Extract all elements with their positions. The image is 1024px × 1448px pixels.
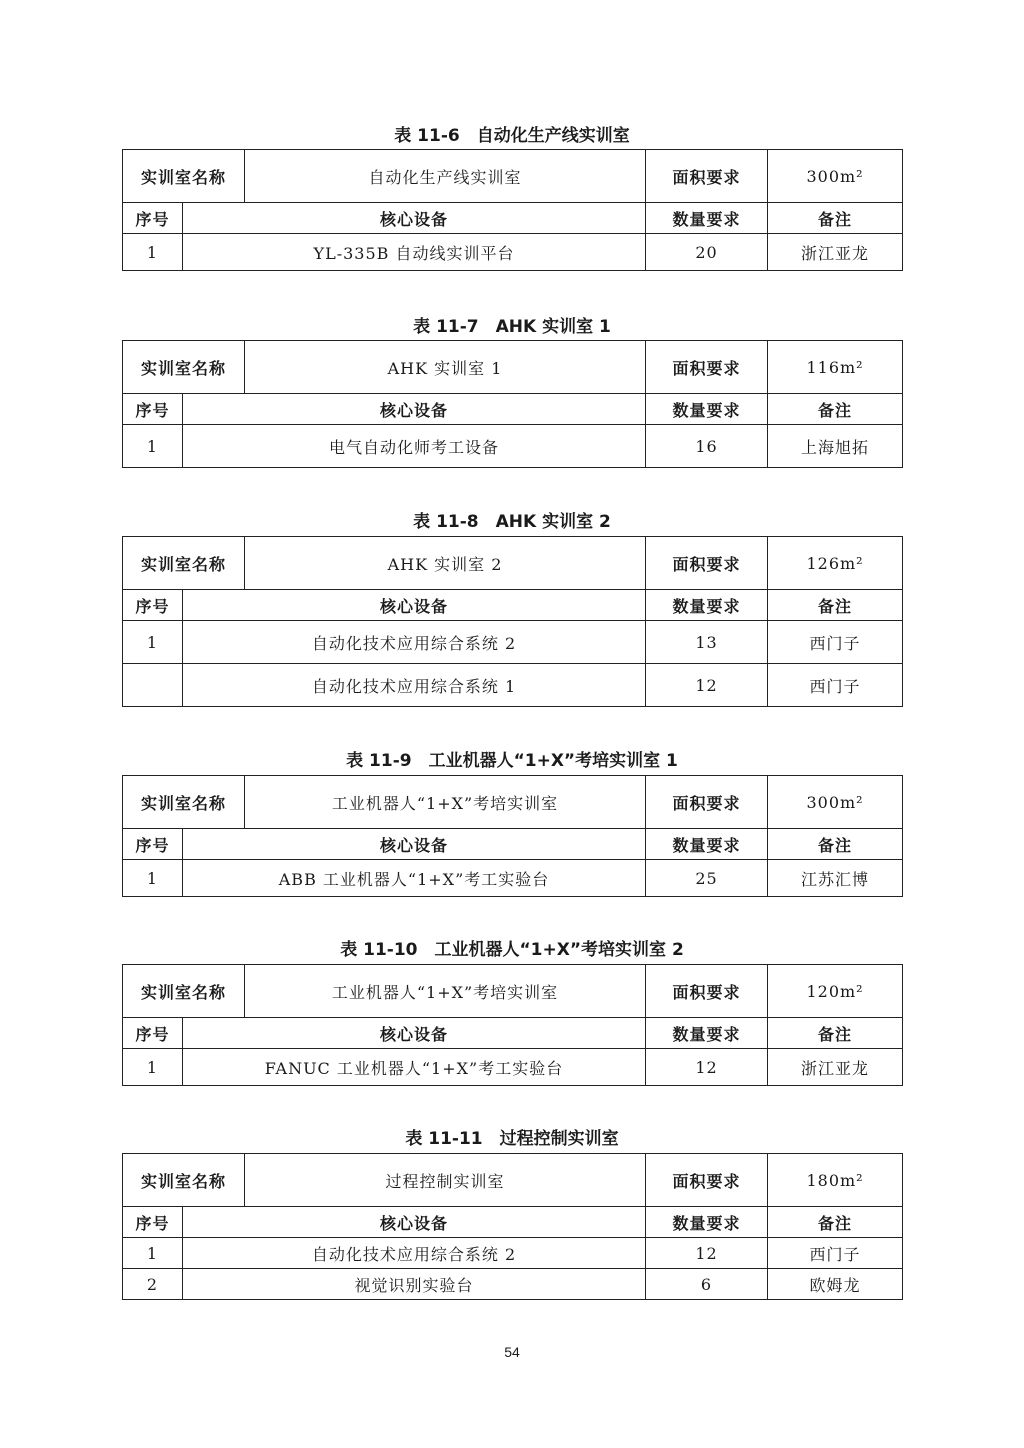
table-caption: 表 11-11 过程控制实训室 — [405, 1129, 619, 1149]
remark-cell: 浙江亚龙 — [768, 234, 903, 271]
equipment-table — [122, 149, 903, 271]
remark-cell: 西门子 — [768, 621, 903, 664]
equipment-cell: 自动化技术应用综合系统 2 — [183, 1238, 646, 1269]
equipment-cell: 自动化技术应用综合系统 2 — [183, 621, 646, 664]
seq-cell: 1 — [123, 860, 183, 897]
seq-cell — [123, 664, 183, 707]
equipment-cell: ABB 工业机器人“1+X”考工实验台 — [183, 860, 646, 897]
table-block-11-8 — [0, 508, 1024, 696]
seq-cell: 1 — [123, 425, 183, 468]
qty-cell: 16 — [646, 425, 768, 468]
qty-header: 数量要求 — [646, 1207, 768, 1238]
qty-header: 数量要求 — [646, 394, 768, 425]
room-name-label: 实训室名称 — [123, 1154, 245, 1207]
equipment-header: 核心设备 — [183, 590, 646, 621]
area-label: 面积要求 — [646, 965, 768, 1018]
column-header-row — [123, 1018, 903, 1049]
area-value: 120m² — [768, 965, 903, 1018]
seq-cell: 1 — [123, 621, 183, 664]
seq-cell: 1 — [123, 1238, 183, 1269]
column-header-row — [123, 829, 903, 860]
area-label: 面积要求 — [646, 1154, 768, 1207]
qty-cell: 12 — [646, 1049, 768, 1086]
column-header-row — [123, 394, 903, 425]
table-row — [123, 234, 903, 271]
area-label: 面积要求 — [646, 537, 768, 590]
remark-cell: 西门子 — [768, 1238, 903, 1269]
table-row — [123, 621, 903, 664]
table-block-11-11 — [0, 1125, 1024, 1295]
table-block-11-6 — [0, 122, 1024, 263]
table-caption: 表 11-7 AHK 实训室 1 — [413, 317, 611, 337]
area-value: 300m² — [768, 776, 903, 829]
table-row — [123, 1269, 903, 1300]
equipment-header: 核心设备 — [183, 1207, 646, 1238]
equipment-header: 核心设备 — [183, 203, 646, 234]
table-caption: 表 11-6 自动化生产线实训室 — [394, 126, 630, 146]
remark-header: 备注 — [768, 590, 903, 621]
table-block-11-10 — [0, 936, 1024, 1078]
table-row — [123, 1238, 903, 1269]
area-label: 面积要求 — [646, 341, 768, 394]
area-value: 126m² — [768, 537, 903, 590]
room-name-label: 实训室名称 — [123, 537, 245, 590]
equipment-cell: 自动化技术应用综合系统 1 — [183, 664, 646, 707]
qty-cell: 6 — [646, 1269, 768, 1300]
table-caption: 表 11-8 AHK 实训室 2 — [413, 512, 611, 532]
seq-header: 序号 — [123, 394, 183, 425]
table-row — [123, 1049, 903, 1086]
equipment-table — [122, 964, 903, 1086]
area-label: 面积要求 — [646, 150, 768, 203]
remark-cell: 上海旭拓 — [768, 425, 903, 468]
qty-cell: 12 — [646, 664, 768, 707]
qty-cell: 13 — [646, 621, 768, 664]
qty-header: 数量要求 — [646, 1018, 768, 1049]
area-value: 300m² — [768, 150, 903, 203]
qty-header: 数量要求 — [646, 829, 768, 860]
room-name-label: 实训室名称 — [123, 776, 245, 829]
room-name-value: 工业机器人“1+X”考培实训室 — [245, 776, 646, 829]
page-number: 54 — [504, 1344, 520, 1360]
equipment-table — [122, 536, 903, 707]
table-header-row — [123, 150, 903, 203]
qty-header: 数量要求 — [646, 203, 768, 234]
seq-header: 序号 — [123, 590, 183, 621]
area-value: 180m² — [768, 1154, 903, 1207]
table-caption: 表 11-9 工业机器人“1+X”考培实训室 1 — [346, 751, 678, 771]
remark-cell: 西门子 — [768, 664, 903, 707]
equipment-cell: YL-335B 自动线实训平台 — [183, 234, 646, 271]
room-name-value: AHK 实训室 2 — [245, 537, 646, 590]
seq-cell: 1 — [123, 234, 183, 271]
table-block-11-7 — [0, 313, 1024, 457]
column-header-row — [123, 1207, 903, 1238]
equipment-header: 核心设备 — [183, 1018, 646, 1049]
qty-header: 数量要求 — [646, 590, 768, 621]
column-header-row — [123, 590, 903, 621]
room-name-value: AHK 实训室 1 — [245, 341, 646, 394]
equipment-header: 核心设备 — [183, 829, 646, 860]
table-header-row — [123, 965, 903, 1018]
table-header-row — [123, 776, 903, 829]
qty-cell: 12 — [646, 1238, 768, 1269]
remark-cell: 浙江亚龙 — [768, 1049, 903, 1086]
seq-cell: 1 — [123, 1049, 183, 1086]
room-name-value: 过程控制实训室 — [245, 1154, 646, 1207]
column-header-row — [123, 203, 903, 234]
remark-header: 备注 — [768, 394, 903, 425]
equipment-table — [122, 1153, 903, 1300]
equipment-table — [122, 775, 903, 897]
seq-header: 序号 — [123, 1207, 183, 1238]
table-row — [123, 425, 903, 468]
room-name-label: 实训室名称 — [123, 965, 245, 1018]
table-header-row — [123, 537, 903, 590]
table-block-11-9 — [0, 747, 1024, 889]
area-value: 116m² — [768, 341, 903, 394]
remark-header: 备注 — [768, 1207, 903, 1238]
equipment-cell: 电气自动化师考工设备 — [183, 425, 646, 468]
table-header-row — [123, 1154, 903, 1207]
room-name-value: 自动化生产线实训室 — [245, 150, 646, 203]
table-header-row — [123, 341, 903, 394]
remark-cell: 江苏汇博 — [768, 860, 903, 897]
table-row — [123, 664, 903, 707]
seq-header: 序号 — [123, 1018, 183, 1049]
seq-header: 序号 — [123, 203, 183, 234]
equipment-table — [122, 340, 903, 468]
table-caption: 表 11-10 工业机器人“1+X”考培实训室 2 — [340, 940, 684, 960]
room-name-label: 实训室名称 — [123, 150, 245, 203]
seq-cell: 2 — [123, 1269, 183, 1300]
qty-cell: 25 — [646, 860, 768, 897]
room-name-label: 实训室名称 — [123, 341, 245, 394]
room-name-value: 工业机器人“1+X”考培实训室 — [245, 965, 646, 1018]
area-label: 面积要求 — [646, 776, 768, 829]
equipment-cell: 视觉识别实验台 — [183, 1269, 646, 1300]
remark-header: 备注 — [768, 203, 903, 234]
remark-header: 备注 — [768, 829, 903, 860]
equipment-header: 核心设备 — [183, 394, 646, 425]
qty-cell: 20 — [646, 234, 768, 271]
seq-header: 序号 — [123, 829, 183, 860]
remark-cell: 欧姆龙 — [768, 1269, 903, 1300]
remark-header: 备注 — [768, 1018, 903, 1049]
equipment-cell: FANUC 工业机器人“1+X”考工实验台 — [183, 1049, 646, 1086]
table-row — [123, 860, 903, 897]
